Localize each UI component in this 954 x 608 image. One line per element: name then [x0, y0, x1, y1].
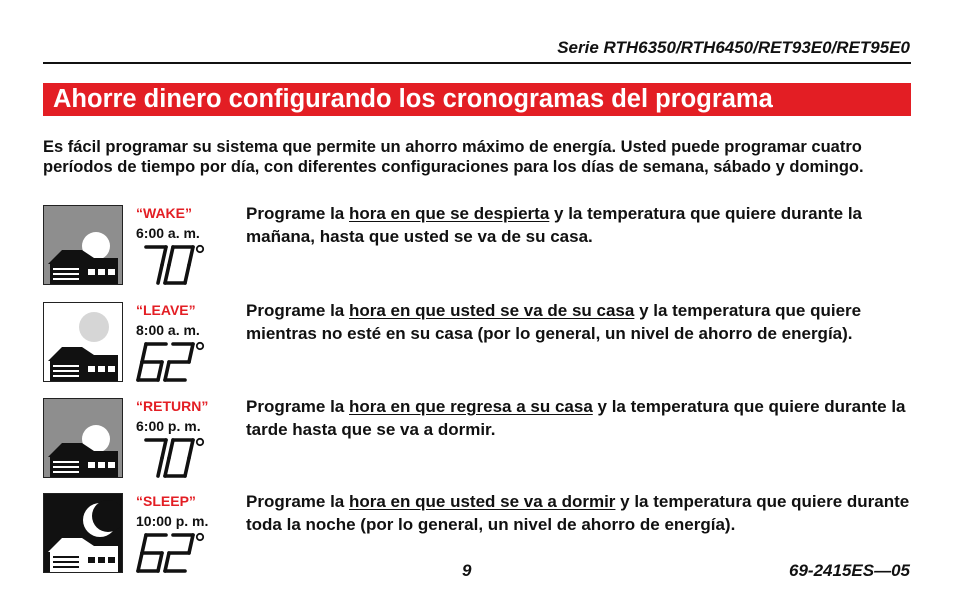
temperature-digit — [146, 440, 166, 476]
description-text: Programe la — [246, 397, 349, 416]
temperature-digit — [165, 344, 193, 380]
period-time: 6:00 p. m. — [136, 418, 201, 434]
description-emphasis: hora en que usted se va a dormir — [349, 492, 616, 511]
degree-icon — [197, 534, 203, 540]
house-window-icon — [98, 269, 105, 275]
series-header: Serie RTH6350/RTH6450/RET93E0/RET95E0 — [557, 38, 910, 57]
schedule-period — [43, 398, 913, 480]
document-number: 69-2415ES—05 — [789, 561, 910, 580]
description-emphasis: hora en que se despierta — [349, 204, 550, 223]
schedule-period — [43, 493, 913, 575]
period-temperature — [136, 338, 216, 384]
period-scene-image — [43, 302, 123, 382]
period-description — [246, 300, 918, 345]
house-window-icon — [98, 462, 105, 468]
temperature-digit — [138, 344, 166, 380]
house-window-icon — [108, 462, 115, 468]
header-rule — [43, 62, 911, 64]
period-label: “SLEEP” — [136, 493, 196, 509]
degree-icon — [197, 246, 203, 252]
temperature-digit — [146, 247, 166, 283]
period-time: 10:00 p. m. — [136, 513, 209, 529]
house-window-icon — [88, 366, 95, 372]
period-label: “LEAVE” — [136, 302, 196, 318]
house-window-icon — [98, 557, 105, 563]
house-window-icon — [88, 462, 95, 468]
temperature-digit — [165, 247, 193, 283]
temperature-digit — [138, 535, 166, 571]
house-window-icon — [108, 366, 115, 372]
period-time: 6:00 a. m. — [136, 225, 200, 241]
description-text: y la temperatura que quiere mientras no esté en su casa (por lo general, un nivel de ahorro de energía). — [246, 301, 862, 343]
description-text: y la temperatura que quiere durante la tarde hasta que se va a dormir. — [246, 397, 906, 439]
period-temperature — [136, 529, 216, 575]
period-scene-image — [43, 493, 123, 573]
description-emphasis: hora en que regresa a su casa — [349, 397, 593, 416]
house-window-icon — [98, 366, 105, 372]
schedule-period — [43, 205, 913, 287]
description-emphasis: hora en que usted se va de su casa — [349, 301, 635, 320]
period-description — [246, 491, 918, 536]
description-text: Programe la — [246, 301, 349, 320]
description-text: y la temperatura que quiere durante la mañana, hasta que usted se va de su casa. — [246, 204, 863, 246]
house-window-icon — [88, 557, 95, 563]
period-temperature — [136, 434, 216, 480]
house-window-icon — [108, 557, 115, 563]
sun-icon — [79, 312, 109, 342]
section-title: Ahorre dinero configurando los cronogramas del programa — [43, 83, 911, 116]
temperature-digit — [165, 535, 193, 571]
schedule-period — [43, 302, 913, 384]
intro-paragraph: Es fácil programar su sistema que permite un ahorro máximo de energía. Usted puede programar cuatro períodos de tiempo por día, con diferentes configuraciones para los días de semana, sábado y domingo. — [43, 138, 864, 176]
period-description — [246, 203, 918, 248]
period-scene-image — [43, 398, 123, 478]
house-window-icon — [88, 269, 95, 275]
description-text: Programe la — [246, 492, 349, 511]
period-scene-image — [43, 205, 123, 285]
period-temperature — [136, 241, 216, 287]
period-label: “WAKE” — [136, 205, 192, 221]
degree-icon — [197, 439, 203, 445]
period-description — [246, 396, 918, 441]
description-text: y la temperatura que quiere durante toda la noche (por lo general, un nivel de ahorro de energía). — [246, 492, 910, 534]
page-number: 9 — [462, 561, 472, 580]
temperature-digit — [165, 440, 193, 476]
degree-icon — [197, 343, 203, 349]
house-window-icon — [108, 269, 115, 275]
period-time: 8:00 a. m. — [136, 322, 200, 338]
period-label: “RETURN” — [136, 398, 209, 414]
description-text: Programe la — [246, 204, 349, 223]
